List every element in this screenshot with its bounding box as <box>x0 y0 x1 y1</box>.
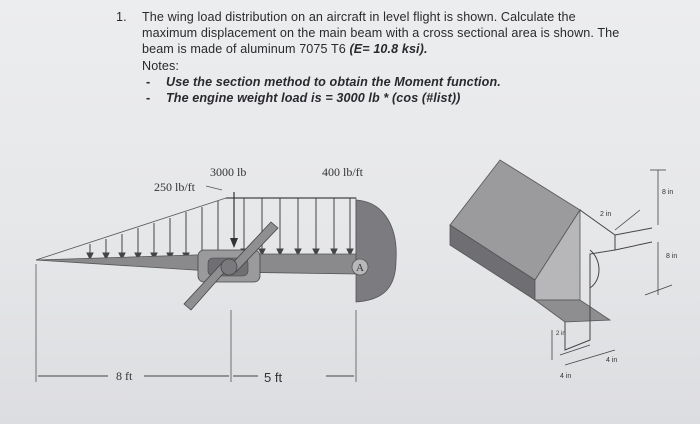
note-bullet: - <box>146 91 151 105</box>
problem-line-3 <box>142 41 676 57</box>
problem-line-3-text: beam is made of aluminum 7075 T6 <box>142 42 350 56</box>
note-bullet: - <box>146 75 151 89</box>
fuselage-support <box>356 200 396 302</box>
span-left-label: 8 ft <box>116 369 133 383</box>
wing-beam <box>36 254 356 274</box>
problem-number: 1. <box>116 10 127 24</box>
right-distributed-load-label: 400 lb/ft <box>322 165 363 179</box>
beam-section-figure <box>440 150 690 390</box>
modulus-value: (E= 10.8 ksi). <box>349 42 428 56</box>
left-distributed-load-label: 250 lb/ft <box>154 180 195 194</box>
wing-load-figure <box>26 160 406 390</box>
load-distribution-outline <box>36 198 356 260</box>
dim-top-label: 8 in <box>662 189 674 196</box>
problem-statement <box>116 9 676 106</box>
engine-load-label: 3000 lb <box>210 165 247 179</box>
dim-web-label: 8 in <box>666 253 678 260</box>
note-item-2 <box>146 90 676 106</box>
dim-flange-left-label: 2 in <box>556 331 566 337</box>
dim-bottom-right-label: 4 in <box>606 357 618 364</box>
note-item-1 <box>146 74 676 90</box>
notes-label: Notes: <box>142 59 179 73</box>
dim-bottom-left-label: 4 in <box>560 373 572 380</box>
support-a-label: A <box>356 262 364 274</box>
note-text-2: The engine weight load is = 3000 lb * (cos (#list)) <box>166 91 461 105</box>
problem-line-2: maximum displacement on the main beam with a cross sectional area is shown. The <box>142 26 620 40</box>
note-text-1: Use the section method to obtain the Moment function. <box>166 75 501 89</box>
problem-line-1: The wing load distribution on an aircraft in level flight is shown. Calculate the <box>142 10 576 24</box>
span-right-label: 5 ft <box>264 370 283 385</box>
dim-width-top-label: 2 in <box>600 211 612 218</box>
